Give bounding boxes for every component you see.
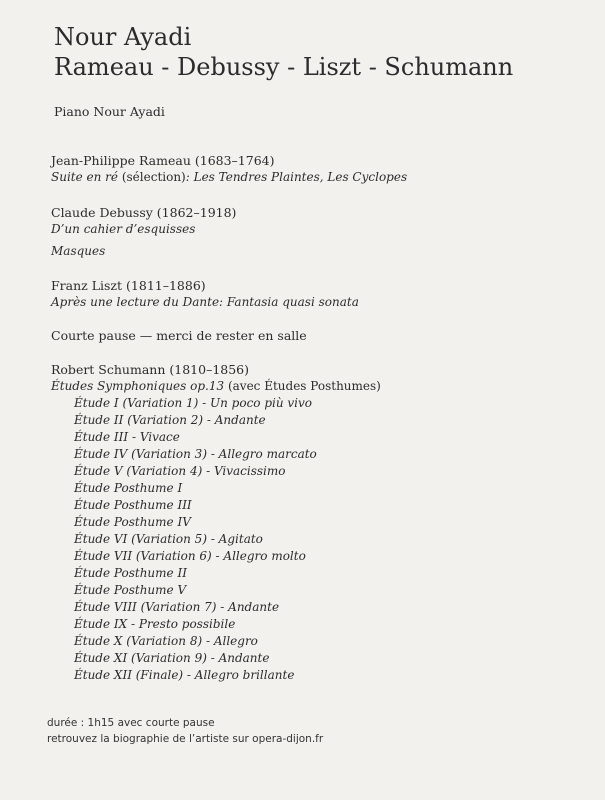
movement-item: Étude I (Variation 1) - Un poco più vivo [74,396,313,410]
composer-dates: (1862–1918) [156,205,237,220]
movement-item: Étude Posthume I [74,481,183,495]
work-title [51,169,407,186]
work-title [51,378,381,395]
movement-item: Étude IX - Presto possibile [74,617,236,631]
debussy-section [51,204,236,260]
movement-item: Étude III - Vivace [74,430,180,444]
composer-name: Jean-Philippe Rameau [51,153,191,168]
movement-item: Étude Posthume IV [74,515,191,529]
movement-item: Étude Posthume III [74,498,192,512]
composer-heading [51,152,407,169]
composer-dates: (1811–1886) [126,278,206,293]
movement-item: Étude VIII (Variation 7) - Andante [74,600,280,614]
performer-name: Nour Ayadi [93,104,165,119]
composer-dates: (1810–1856) [169,362,250,377]
movement-item: Étude VII (Variation 6) - Allegro molto [74,549,306,563]
intermission-text: Courte pause — merci de rester en salle [51,328,307,343]
movement-item: Étude XI (Variation 9) - Andante [74,651,270,665]
composer-heading [51,361,381,378]
performer-role: Piano [54,104,90,119]
liszt-section [51,277,359,311]
duration-note: durée : 1h15 avec courte pause [47,717,215,729]
work-title: Masques [51,244,106,258]
work-title-part: : Les Tendres Plaintes, Les Cyclopes [185,170,408,184]
program-title [54,22,513,82]
title-performer: Nour Ayadi [54,23,192,51]
movement-item: Étude VI (Variation 5) - Agitato [74,532,263,546]
movement-item: Étude V (Variation 4) - Vivacissimo [74,464,286,478]
composer-dates: (1683–1764) [194,153,275,168]
performer-credit [54,104,165,119]
work-title-note: (sélection) [121,170,186,184]
work-title-part: Études Symphoniques op.13 [51,379,225,393]
intermission-note [51,327,307,344]
composer-name: Claude Debussy [51,205,153,220]
title-composers: Rameau - Debussy - Liszt - Schumann [54,53,514,81]
composer-heading [51,204,236,221]
composer-name: Robert Schumann [51,362,166,377]
movement-item: Étude IV (Variation 3) - Allegro marcato [74,447,317,461]
movement-item: Étude XII (Finale) - Allegro brillante [74,668,295,682]
rameau-section [51,152,407,186]
program-footer [47,715,323,747]
composer-name: Franz Liszt [51,278,123,293]
movement-item: Étude X (Variation 8) - Allegro [74,634,258,648]
movement-item: Étude II (Variation 2) - Andante [74,413,266,427]
movement-list [74,395,381,684]
schumann-section [51,361,381,684]
work-title-part: Suite en ré [51,170,119,184]
biography-note: retrouvez la biographie de l’artiste sur opera-dijon.fr [47,733,324,745]
movement-item: Étude Posthume V [74,583,187,597]
work-title: D’un cahier d’esquisses [51,222,196,236]
work-title: Après une lecture du Dante: Fantasia quasi sonata [51,295,359,309]
work-title-note: (avec Études Posthumes) [227,379,381,393]
movement-item: Étude Posthume II [74,566,187,580]
composer-heading [51,277,359,294]
